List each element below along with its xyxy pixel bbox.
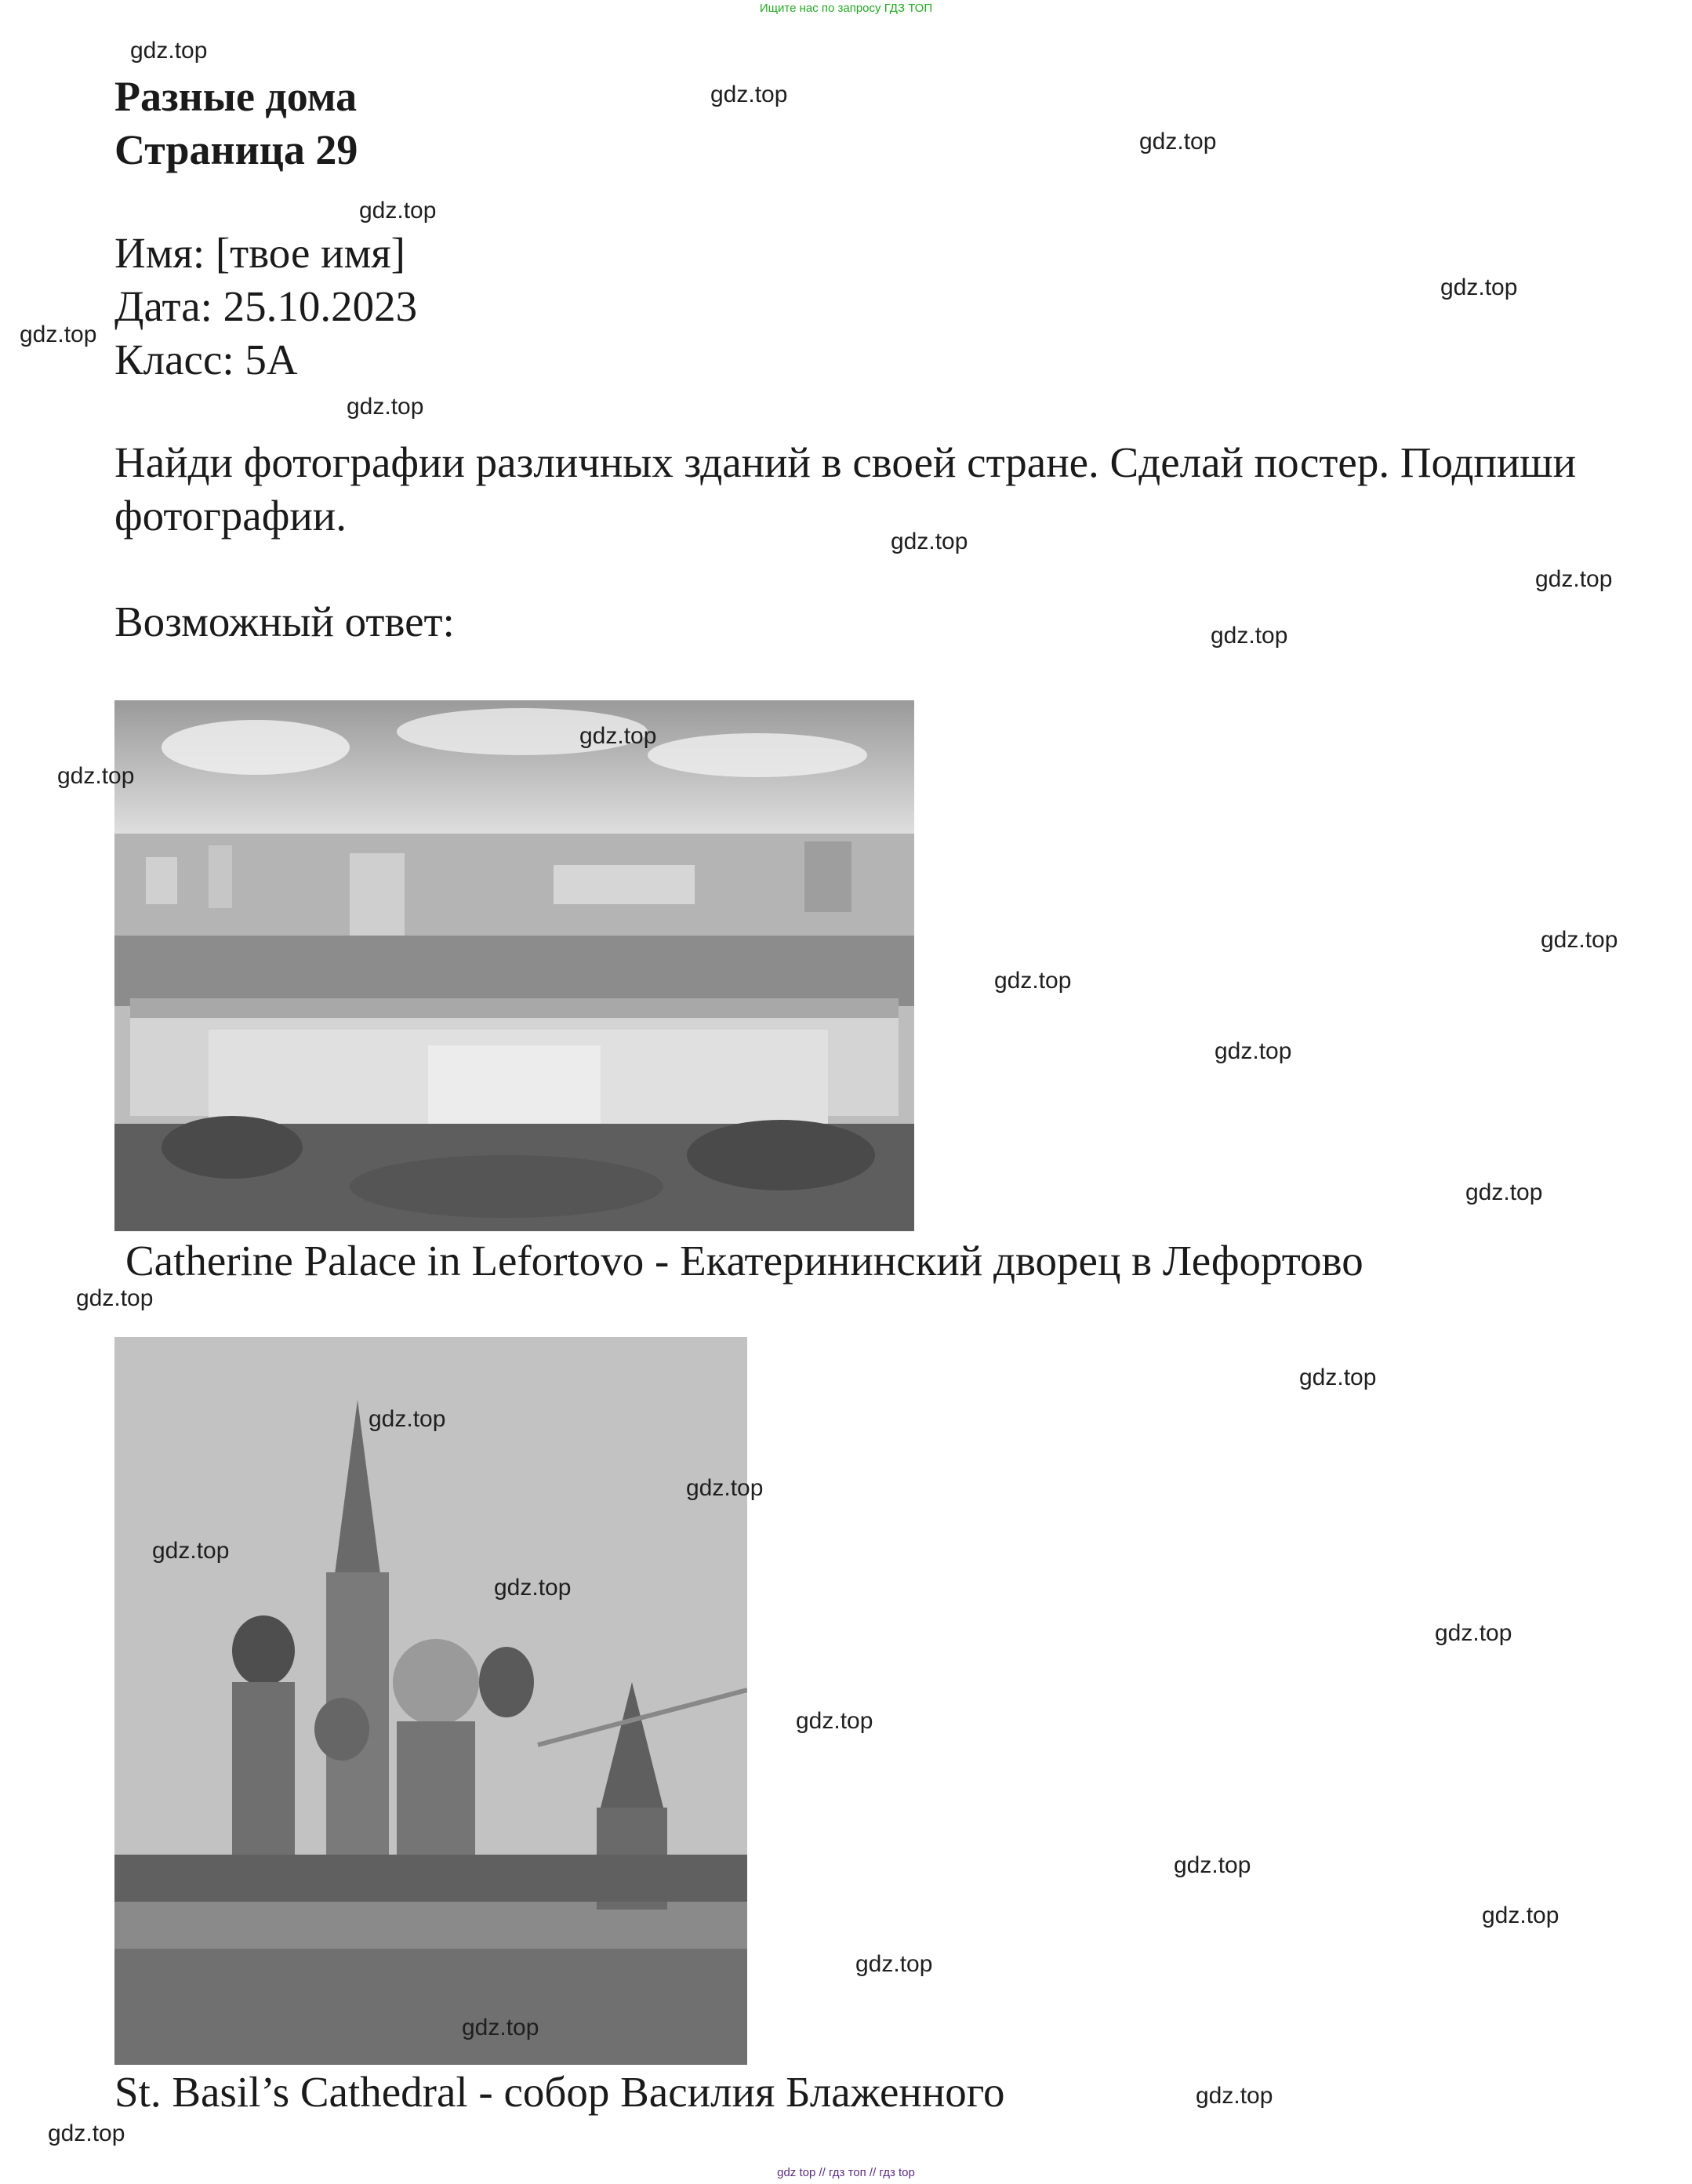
page-number: Страница 29: [114, 126, 358, 173]
bottom-banner[interactable]: gdz top // гдз топ // гдз top: [777, 2166, 915, 2179]
watermark-text: gdz.top: [494, 1575, 572, 1601]
watermark-text: gdz.top: [130, 38, 208, 64]
watermark-text: gdz.top: [152, 1538, 230, 1564]
cathedral-caption: St. Basil’s Cathedral - собор Василия Блаженного: [114, 2068, 1005, 2116]
watermark-text: gdz.top: [57, 763, 135, 789]
watermark-text: gdz.top: [20, 322, 97, 347]
watermark-text: gdz.top: [76, 1285, 154, 1311]
watermark-text: gdz.top: [1541, 927, 1618, 953]
palace-photo: [114, 700, 914, 1231]
watermark-text: gdz.top: [369, 1406, 446, 1432]
watermark-text: gdz.top: [359, 198, 437, 223]
student-date: Дата: 25.10.2023: [114, 282, 418, 330]
watermark-text: gdz.top: [1299, 1365, 1377, 1390]
page-title: Разные дома: [114, 73, 358, 120]
watermark-text: gdz.top: [579, 723, 657, 749]
watermark-text: gdz.top: [1196, 2083, 1273, 2109]
watermark-text: gdz.top: [462, 2015, 539, 2040]
task-text: Найди фотографии различных зданий в своей стране. Сделай постер. Подпиши фотографии.: [114, 438, 1577, 540]
watermark-text: gdz.top: [891, 529, 968, 554]
watermark-text: gdz.top: [1435, 1620, 1512, 1646]
watermark-text: gdz.top: [1139, 129, 1217, 154]
watermark-text: gdz.top: [855, 1951, 933, 1977]
watermark-text: gdz.top: [994, 968, 1072, 994]
watermark-text: gdz.top: [1465, 1179, 1543, 1205]
student-name: Имя: [твое имя]: [114, 229, 405, 277]
watermark-text: gdz.top: [1535, 566, 1613, 592]
watermark-text: gdz.top: [686, 1475, 764, 1501]
watermark-text: gdz.top: [347, 394, 424, 420]
answer-label: Возможный ответ:: [114, 598, 455, 645]
watermark-text: gdz.top: [48, 2120, 125, 2146]
student-class: Класс: 5А: [114, 336, 298, 383]
watermark-text: gdz.top: [1211, 623, 1288, 649]
palace-caption: Catherine Palace in Lefortovo - Екатерининский дворец в Лефортово: [125, 1237, 1363, 1285]
watermark-text: gdz.top: [710, 82, 788, 107]
top-banner[interactable]: Ищите нас по запросу ГДЗ ТОП: [759, 2, 933, 15]
watermark-text: gdz.top: [1215, 1038, 1292, 1064]
watermark-text: gdz.top: [1174, 1852, 1251, 1878]
watermark-text: gdz.top: [1482, 1902, 1559, 1928]
watermark-text: gdz.top: [1440, 274, 1518, 300]
watermark-text: gdz.top: [796, 1708, 873, 1734]
cathedral-photo: [114, 1337, 747, 2065]
